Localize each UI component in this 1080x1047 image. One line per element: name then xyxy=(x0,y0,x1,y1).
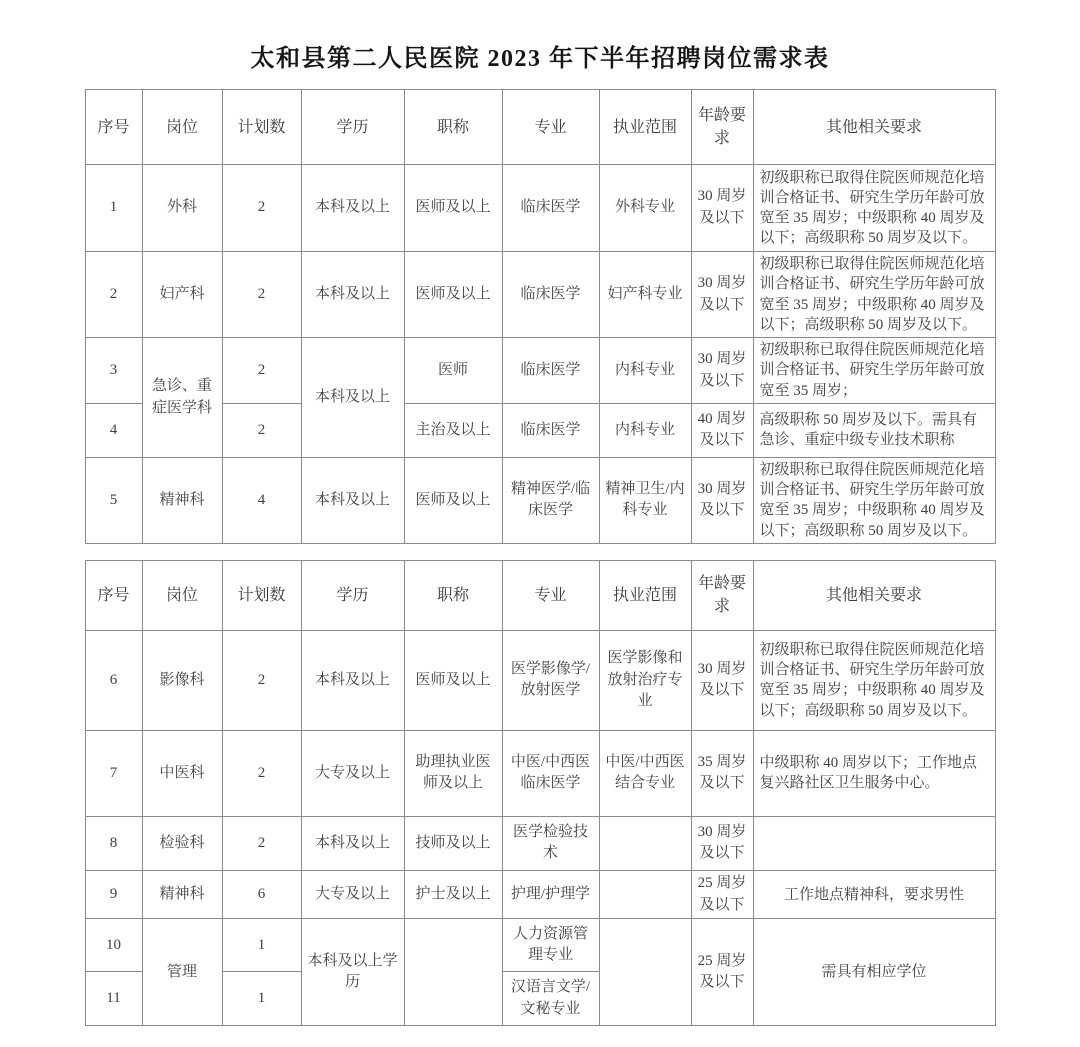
header-education: 学历 xyxy=(301,560,404,630)
cell-age: 30 周岁及以下 xyxy=(691,457,753,543)
cell-plan-count: 2 xyxy=(222,403,301,457)
cell-practice-scope xyxy=(599,919,691,1026)
table-row xyxy=(85,816,995,870)
cell-other-req: 初级职称已取得住院医师规范化培训合格证书、研究生学历年龄可放宽至 35 周岁；中级职称 40 周岁及以下；高级职称 50 周岁及以下。 xyxy=(753,630,995,730)
cell-post: 急诊、重症医学科 xyxy=(142,338,222,458)
cell-seq: 1 xyxy=(85,165,142,252)
table-row xyxy=(85,252,995,338)
cell-plan-count: 2 xyxy=(222,630,301,730)
cell-other-req: 高级职称 50 周岁及以下。需具有急诊、重症中级专业技术职称 xyxy=(753,403,995,457)
cell-other-req: 初级职称已取得住院医师规范化培训合格证书、研究生学历年龄可放宽至 35 周岁；中级职称 40 周岁及以下；高级职称 50 周岁及以下。 xyxy=(753,252,995,338)
header-practice-scope: 执业范围 xyxy=(599,90,691,165)
table-row xyxy=(85,870,995,919)
cell-title-rank: 医师及以上 xyxy=(404,165,502,252)
header-practice-scope: 执业范围 xyxy=(599,560,691,630)
cell-title-rank: 主治及以上 xyxy=(404,403,502,457)
cell-plan-count: 4 xyxy=(222,457,301,543)
cell-age: 30 周岁及以下 xyxy=(691,165,753,252)
cell-seq: 6 xyxy=(85,630,142,730)
cell-education: 大专及以上 xyxy=(301,870,404,919)
cell-plan-count: 1 xyxy=(222,972,301,1026)
cell-practice-scope: 中医/中西医结合专业 xyxy=(599,730,691,816)
header-major: 专业 xyxy=(502,90,599,165)
cell-major: 医学影像学/放射医学 xyxy=(502,630,599,730)
cell-major: 临床医学 xyxy=(502,252,599,338)
header-other-req: 其他相关要求 xyxy=(753,560,995,630)
table-row xyxy=(85,165,995,252)
table-row xyxy=(85,403,995,457)
page-title: 太和县第二人民医院 2023 年下半年招聘岗位需求表 xyxy=(250,46,830,72)
cell-major: 临床医学 xyxy=(502,338,599,404)
cell-seq: 5 xyxy=(85,457,142,543)
table-header-row xyxy=(85,560,995,630)
cell-other-req: 初级职称已取得住院医师规范化培训合格证书、研究生学历年龄可放宽至 35 周岁；中级职称 40 周岁及以下；高级职称 50 周岁及以下。 xyxy=(753,457,995,543)
header-title-rank: 职称 xyxy=(404,90,502,165)
cell-title-rank: 助理执业医师及以上 xyxy=(404,730,502,816)
cell-practice-scope: 内科专业 xyxy=(599,403,691,457)
table-row xyxy=(85,730,995,816)
cell-age: 40 周岁及以下 xyxy=(691,403,753,457)
cell-title-rank xyxy=(404,919,502,1026)
cell-practice-scope: 内科专业 xyxy=(599,338,691,404)
cell-major: 临床医学 xyxy=(502,403,599,457)
cell-title-rank: 技师及以上 xyxy=(404,816,502,870)
cell-practice-scope: 妇产科专业 xyxy=(599,252,691,338)
header-seq: 序号 xyxy=(85,90,142,165)
cell-major: 精神医学/临床医学 xyxy=(502,457,599,543)
cell-age: 30 周岁及以下 xyxy=(691,252,753,338)
header-age: 年龄要求 xyxy=(691,560,753,630)
cell-plan-count: 2 xyxy=(222,165,301,252)
header-other-req: 其他相关要求 xyxy=(753,90,995,165)
cell-title-rank: 医师及以上 xyxy=(404,630,502,730)
cell-age: 25 周岁及以下 xyxy=(691,870,753,919)
cell-seq: 10 xyxy=(85,919,142,972)
cell-age: 35 周岁及以下 xyxy=(691,730,753,816)
recruitment-table-2 xyxy=(85,560,996,1027)
table-row xyxy=(85,630,995,730)
cell-major: 护理/护理学 xyxy=(502,870,599,919)
cell-major: 临床医学 xyxy=(502,165,599,252)
cell-seq: 11 xyxy=(85,972,142,1026)
header-post: 岗位 xyxy=(142,560,222,630)
cell-age: 30 周岁及以下 xyxy=(691,338,753,404)
cell-title-rank: 医师及以上 xyxy=(404,252,502,338)
cell-title-rank: 医师 xyxy=(404,338,502,404)
header-seq: 序号 xyxy=(85,560,142,630)
cell-education: 本科及以上 xyxy=(301,630,404,730)
cell-education: 本科及以上 xyxy=(301,816,404,870)
cell-practice-scope xyxy=(599,816,691,870)
cell-plan-count: 6 xyxy=(222,870,301,919)
cell-plan-count: 2 xyxy=(222,338,301,404)
cell-major: 医学检验技术 xyxy=(502,816,599,870)
cell-major: 汉语言文学/文秘专业 xyxy=(502,972,599,1026)
table-row xyxy=(85,919,995,972)
cell-other-req: 需具有相应学位 xyxy=(753,919,995,1026)
cell-education: 本科及以上 xyxy=(301,252,404,338)
header-post: 岗位 xyxy=(142,90,222,165)
cell-practice-scope: 外科专业 xyxy=(599,165,691,252)
cell-major: 人力资源管理专业 xyxy=(502,919,599,972)
header-plan-count: 计划数 xyxy=(222,560,301,630)
cell-education: 大专及以上 xyxy=(301,730,404,816)
cell-seq: 9 xyxy=(85,870,142,919)
cell-title-rank: 护士及以上 xyxy=(404,870,502,919)
cell-age: 25 周岁及以下 xyxy=(691,919,753,1026)
table-row xyxy=(85,338,995,404)
cell-seq: 2 xyxy=(85,252,142,338)
table-row xyxy=(85,457,995,543)
cell-post: 妇产科 xyxy=(142,252,222,338)
recruitment-table-1 xyxy=(85,89,996,544)
cell-plan-count: 2 xyxy=(222,816,301,870)
header-title-rank: 职称 xyxy=(404,560,502,630)
cell-education: 本科及以上学历 xyxy=(301,919,404,1026)
cell-education: 本科及以上 xyxy=(301,165,404,252)
cell-post: 外科 xyxy=(142,165,222,252)
cell-other-req: 初级职称已取得住院医师规范化培训合格证书、研究生学历年龄可放宽至 35 周岁；中级职称 40 周岁及以下；高级职称 50 周岁及以下。 xyxy=(753,165,995,252)
cell-other-req xyxy=(753,816,995,870)
cell-post: 精神科 xyxy=(142,870,222,919)
header-major: 专业 xyxy=(502,560,599,630)
cell-practice-scope: 医学影像和放射治疗专业 xyxy=(599,630,691,730)
cell-age: 30 周岁及以下 xyxy=(691,630,753,730)
cell-title-rank: 医师及以上 xyxy=(404,457,502,543)
cell-practice-scope: 精神卫生/内科专业 xyxy=(599,457,691,543)
cell-other-req: 工作地点精神科，要求男性 xyxy=(753,870,995,919)
cell-post: 影像科 xyxy=(142,630,222,730)
cell-practice-scope xyxy=(599,870,691,919)
cell-seq: 7 xyxy=(85,730,142,816)
cell-post: 检验科 xyxy=(142,816,222,870)
cell-age: 30 周岁及以下 xyxy=(691,816,753,870)
cell-plan-count: 1 xyxy=(222,919,301,972)
cell-post: 精神科 xyxy=(142,457,222,543)
cell-plan-count: 2 xyxy=(222,730,301,816)
cell-seq: 4 xyxy=(85,403,142,457)
cell-plan-count: 2 xyxy=(222,252,301,338)
cell-education: 本科及以上 xyxy=(301,338,404,458)
cell-post: 中医科 xyxy=(142,730,222,816)
table-header-row xyxy=(85,90,995,165)
cell-major: 中医/中西医临床医学 xyxy=(502,730,599,816)
cell-seq: 8 xyxy=(85,816,142,870)
cell-seq: 3 xyxy=(85,338,142,404)
cell-post: 管理 xyxy=(142,919,222,1026)
header-age: 年龄要求 xyxy=(691,90,753,165)
cell-other-req: 中级职称 40 周岁以下；工作地点复兴路社区卫生服务中心。 xyxy=(753,730,995,816)
cell-other-req: 初级职称已取得住院医师规范化培训合格证书、研究生学历年龄可放宽至 35 周岁； xyxy=(753,338,995,404)
header-plan-count: 计划数 xyxy=(222,90,301,165)
cell-education: 本科及以上 xyxy=(301,457,404,543)
header-education: 学历 xyxy=(301,90,404,165)
